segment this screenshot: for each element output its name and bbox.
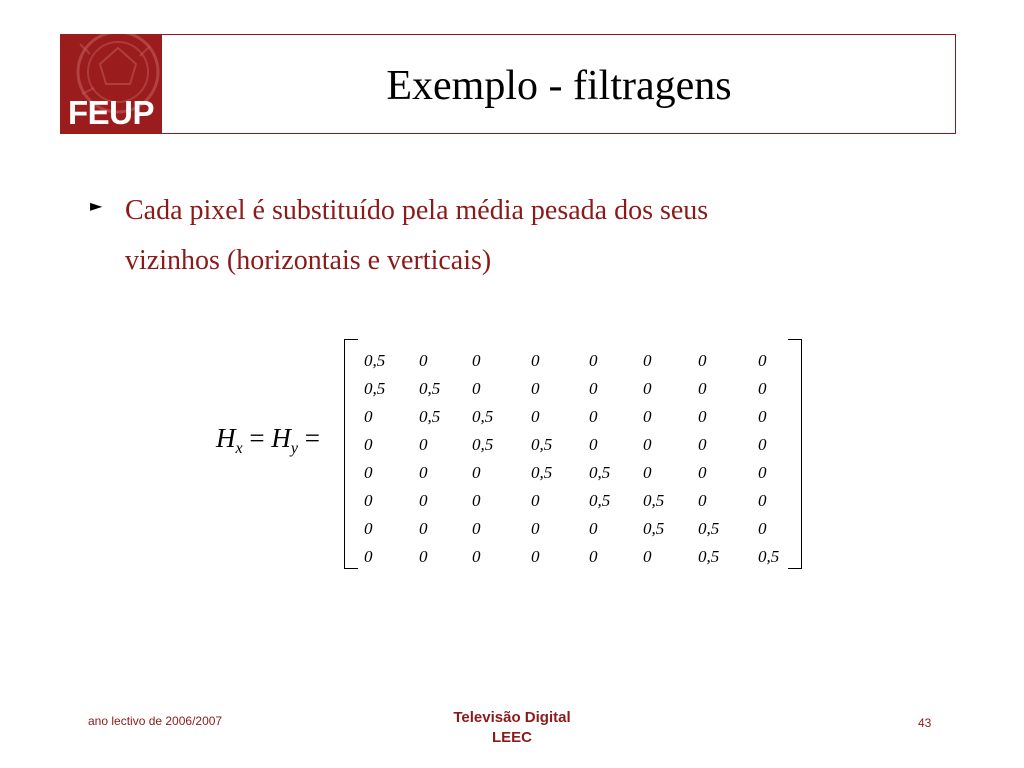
matrix-cell: 0,5 [531,463,553,482]
matrix-cell: 0 [531,547,540,566]
matrix-cell: 0 [364,435,373,454]
matrix-cell: 0,5 [531,435,553,454]
eq-sub-x: x [235,440,243,457]
matrix-cell: 0,5 [758,547,780,566]
matrix-cell: 0,5 [472,435,494,454]
matrix-cell: 0 [419,491,428,510]
matrix-cell: 0 [698,407,707,426]
matrix-cell: 0 [419,547,428,566]
matrix-cell: 0,5 [472,407,494,426]
matrix-cell: 0 [589,519,598,538]
matrix-cell: 0 [364,519,373,538]
matrix-cell: 0,5 [419,407,441,426]
bullet-arrow-icon: ► [90,196,103,215]
matrix-cell: 0 [643,463,652,482]
filter-matrix [344,339,802,569]
matrix-cell: 0,5 [698,519,720,538]
matrix-cell: 0 [531,491,540,510]
matrix-cell: 0 [643,351,652,370]
matrix-cell: 0,5 [643,491,665,510]
matrix-equation-label [216,423,320,458]
matrix-cell: 0 [364,407,373,426]
matrix-cell: 0 [472,491,481,510]
matrix-cell: 0 [589,379,598,398]
matrix-cell: 0 [472,519,481,538]
matrix-cell: 0 [419,463,428,482]
matrix-cell: 0 [472,351,481,370]
page-number: 43 [918,716,932,730]
matrix-cell: 0 [758,435,767,454]
eq-equals-2: = [304,423,320,453]
matrix-cell: 0 [531,519,540,538]
footer-course-program: LEEC [491,729,532,746]
matrix-cell: 0 [758,463,767,482]
matrix-cell: 0 [364,463,373,482]
matrix-cell: 0,5 [643,519,665,538]
matrix-cell: 0 [758,407,767,426]
matrix-cell: 0,5 [419,379,441,398]
matrix-cell: 0 [472,379,481,398]
matrix-cell: 0 [698,351,707,370]
logo-text: FEUP [67,94,154,131]
matrix-cell: 0 [758,519,767,538]
footer-course-name: Televisão Digital [453,709,571,726]
matrix-cell: 0 [698,435,707,454]
footer-course [412,708,612,748]
footer-academic-year: ano lectivo de 2006/2007 [88,714,223,728]
matrix-cell: 0 [698,379,707,398]
matrix-cell: 0,5 [364,351,386,370]
matrix-cell: 0 [758,491,767,510]
matrix-cell: 0 [419,519,428,538]
eq-sub-y: y [290,440,298,457]
eq-h1: H [216,423,236,453]
matrix-cell: 0 [643,407,652,426]
matrix-cell: 0 [531,379,540,398]
matrix-cell: 0 [531,351,540,370]
matrix-cell: 0 [419,435,428,454]
matrix-cell: 0 [589,351,598,370]
matrix-cell: 0 [472,547,481,566]
matrix-cell: 0 [643,547,652,566]
bullet-line-1: Cada pixel é substituído pela média pesada dos seus [125,195,709,226]
matrix-cell: 0 [589,435,598,454]
eq-equals-1: = [249,423,265,453]
matrix-cell: 0 [698,491,707,510]
matrix-cell: 0 [758,379,767,398]
matrix-cell: 0 [643,435,652,454]
matrix-cell: 0 [589,547,598,566]
bullet-text [125,186,885,286]
matrix-cell: 0 [531,407,540,426]
matrix-cell: 0 [698,463,707,482]
matrix-cell: 0,5 [589,463,611,482]
matrix-cell: 0 [472,463,481,482]
matrix-cell: 0,5 [589,491,611,510]
matrix-left-bracket [344,339,358,569]
matrix-cell: 0 [419,351,428,370]
matrix-right-bracket [788,339,802,569]
matrix-cell: 0 [758,351,767,370]
matrix-cell: 0 [364,491,373,510]
slide-title: Exemplo - filtragens [386,63,732,109]
eq-h2: H [271,423,291,453]
matrix-cell: 0 [643,379,652,398]
matrix-cell: 0 [364,547,373,566]
matrix-cell: 0,5 [698,547,720,566]
bullet-line-2: vizinhos (horizontais e verticais) [125,245,492,276]
feup-logo [60,34,162,134]
matrix-cell: 0,5 [364,379,386,398]
matrix-cell: 0 [589,407,598,426]
